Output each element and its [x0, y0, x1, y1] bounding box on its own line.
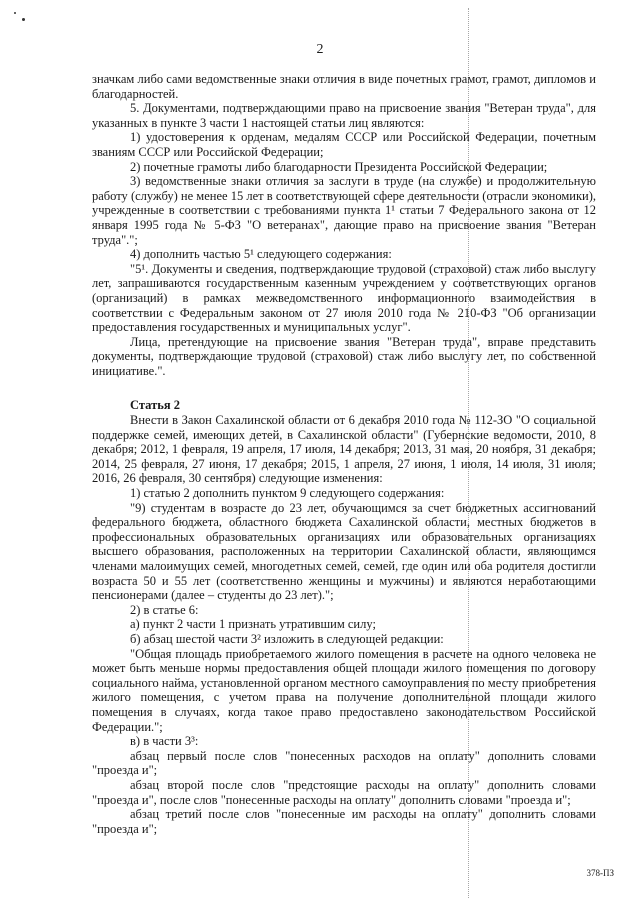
paragraph: 3) ведомственные знаки отличия за заслуги в труде (на службе) и продолжительную работу (службу) не менее 15 лет в соответствующей сфере деятельности (отрасли экономики), учрежденные в соответствии с требованиями пункта 1¹ статьи 7 Федерального закона от 12 января 1995 года № 5-ФЗ "О ветеранах", дающие право на присвоение звания "Ветеран труда"."; — [92, 174, 596, 247]
document-code: 378-ПЗ — [586, 868, 614, 878]
paragraph: Лица, претендующие на присвоение звания "Ветеран труда", вправе представить документы, подтверждающие трудовой (страховой) стаж либо выслугу лет, по собственной инициативе.". — [92, 334, 596, 378]
paragraph: значкам либо сами ведомственные знаки отличия в виде почетных грамот, грамот, дипломов и благодарностей. — [92, 72, 596, 101]
paragraph: абзац второй после слов "предстоящие расходы на оплату" дополнить словами "проезда и", после слов "понесенные расходы на оплату" дополнить словами "проезда и"; — [92, 777, 596, 807]
paragraph: в) в части 3³: — [130, 734, 199, 749]
paragraph: 2) в статье 6: — [130, 602, 199, 617]
paragraph: 4) дополнить частью 5¹ следующего содержания: — [130, 247, 392, 262]
paragraph: 5. Документами, подтверждающими право на присвоение звания "Ветеран труда", для указанных в пункте 3 части 1 настоящей статьи лиц являются: — [92, 101, 596, 130]
paragraph: абзац третий после слов "понесенные им расходы на оплату" дополнить словами "проезда и"; — [92, 807, 596, 836]
paragraph: б) абзац шестой части 3² изложить в следующей редакции: — [130, 631, 444, 646]
document-body — [92, 72, 596, 836]
scan-dot — [22, 18, 25, 21]
paragraph: 2) почетные грамоты либо благодарности Президента Российской Федерации; — [130, 159, 548, 174]
page-number: 2 — [316, 42, 324, 57]
article-heading: Статья 2 — [130, 398, 180, 413]
paragraph: 1) удостоверения к орденам, медалям СССР или Российской Федерации, почетным званиям СССР или Российской Федерации; — [92, 130, 596, 159]
paragraph: "5¹. Документы и сведения, подтверждающие трудовой (страховой) стаж либо выслугу лет, запрашиваются государственным казенным учреждением у соответствующих органов (организаций) в рамках межведомственного информационного взаимодействия в соответствии с Федеральным законом от 27 июля 2010 года № 210-ФЗ "Об организации предоставления государственных и муниципальных услуг". — [92, 261, 596, 335]
paragraph: Внести в Закон Сахалинской области от 6 декабря 2010 года № 112-ЗО "О социальной поддержке семей, имеющих детей, в Сахалинской области" (Губернские ведомости, 2010, 8 декабря; 2012, 1 февраля, 19 апреля, 17 июля, 14 декабря; 2013, 31 мая, 20 ноября, 31 декабря; 2014, 25 февраля, 27 июня, 17 декабря; 2015, 1 апреля, 27 июня, 1 июля, 14 июля, 31 июля; 2016, 26 февраля, 30 сентября) следующие изменения: — [92, 413, 596, 486]
paragraph: а) пункт 2 части 1 признать утратившим силу; — [130, 617, 376, 632]
paragraph: абзац первый после слов "понесенных расходов на оплату" дополнить словами "проезда и"; — [92, 748, 596, 778]
paragraph: 1) статью 2 дополнить пунктом 9 следующего содержания: — [130, 486, 445, 501]
paragraph: "9) студентам в возрасте до 23 лет, обучающимся за счет бюджетных ассигнований федерального бюджета, областного бюджета Сахалинской области, местных бюджетов в профессиональных образовательных организациях или образовательных организациях высшего образования, расположенных на территории Сахалинской области, являющимся членами малоимущих семей, многодетных семей, семей, где один или оба родителя достигли возраста 50 и 55 лет (соответственно женщины и мужчины) и являются неработающими пенсионерами (далее – студенты до 23 лет)."; — [92, 500, 596, 603]
paragraph: "Общая площадь приобретаемого жилого помещения в расчете на одного человека не может быть меньше нормы предоставления общей площади жилого помещения по договору социального найма, установленной органом местного самоуправления по месту приобретения жилого помещения, с учетом права на получение дополнительной площади жилого помещения в случаях, когда такое право предоставлено законодательством Российской Федерации."; — [92, 646, 596, 734]
scan-dot — [14, 12, 16, 14]
